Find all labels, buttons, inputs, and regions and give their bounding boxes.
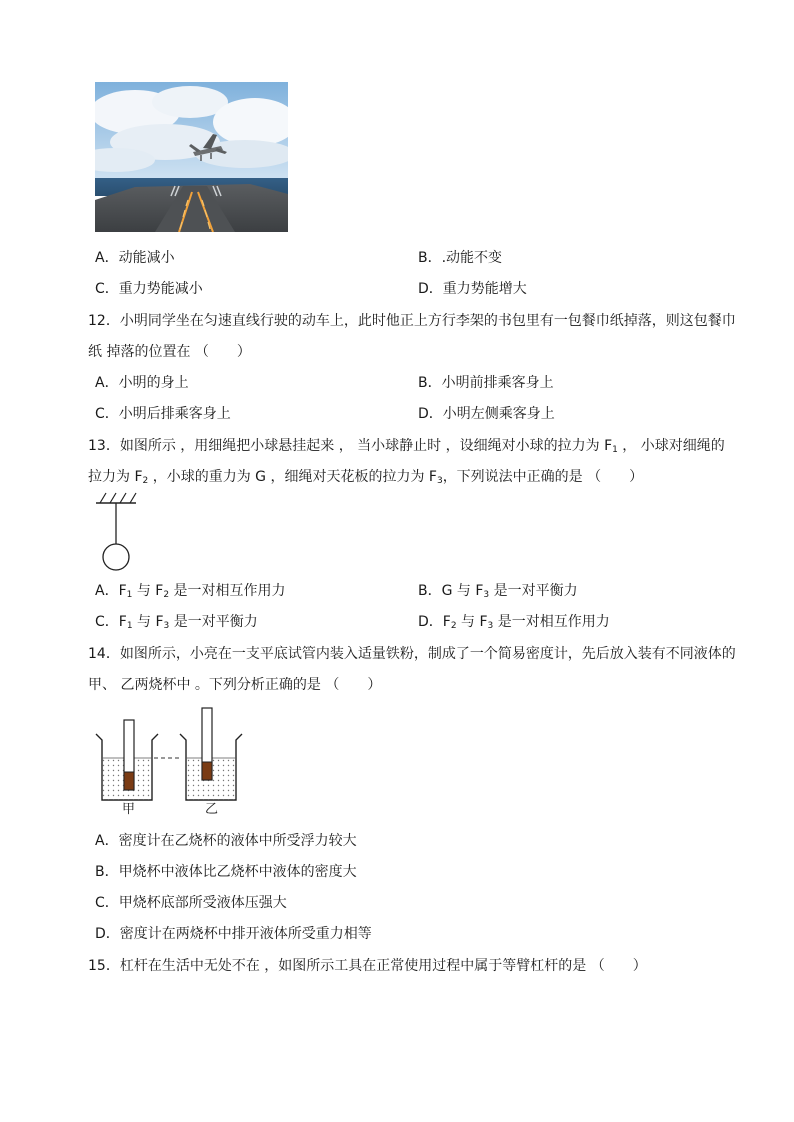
q13-option-b[interactable]: B．G 与 $F_3$ 是一对平衡力 xyxy=(418,583,578,600)
q14-option-b[interactable]: B．甲烧杯中液体比乙烧杯中液体的密度大 xyxy=(95,864,357,880)
q12-option-b[interactable]: B．小明前排乘客身上 xyxy=(418,375,554,391)
beaker-label-yi: 乙 xyxy=(205,802,219,817)
q14-stem-line1: 14．如图所示，小亮在一支平底试管内装入适量铁粉，制成了一个简易密度计，先后放入装有不同液体的 xyxy=(88,646,736,662)
q11-option-b[interactable]: B．.动能不变 xyxy=(418,250,503,266)
beakers-density-meter-figure xyxy=(92,704,252,822)
q13-stem-line2: 拉力为 $F_2$ ，小球的重力为 G ，细绳对天花板的拉力为 $F_3$，下列说法中正确的是 （ ） xyxy=(88,469,644,486)
q13-option-c[interactable]: C．$F_1$ 与 $F_3$ 是一对平衡力 xyxy=(95,614,258,631)
q13-option-d[interactable]: D．$F_2$ 与 $F_3$ 是一对相互作用力 xyxy=(418,614,610,631)
q11-option-c[interactable]: C．重力势能减小 xyxy=(95,281,203,297)
q13-stem-line1: 13．如图所示 ，用细绳把小球悬挂起来 ， 当小球静止时 ，设细绳对小球的拉力为 $F_1$ ， 小球对细绳的 xyxy=(88,438,725,455)
q14-option-d[interactable]: D．密度计在两烧杯中排开液体所受重力相等 xyxy=(95,926,372,942)
q11-option-d[interactable]: D．重力势能增大 xyxy=(418,281,527,297)
q12-stem-line1: 12．小明同学坐在匀速直线行驶的动车上，此时他正上方行李架的书包里有一包餐巾纸掉落，则这包餐巾 xyxy=(88,313,736,329)
beaker-label-jia: 甲 xyxy=(122,802,136,817)
carrier-jet-takeoff-photo xyxy=(95,82,288,232)
hanging-ball-figure xyxy=(92,490,142,575)
q14-option-a[interactable]: A．密度计在乙烧杯的液体中所受浮力较大 xyxy=(95,833,357,849)
q12-option-c[interactable]: C．小明后排乘客身上 xyxy=(95,406,231,422)
q13-option-a[interactable]: A．$F_1$ 与 $F_2$ 是一对相互作用力 xyxy=(95,583,286,600)
q11-option-a[interactable]: A．动能减小 xyxy=(95,250,175,266)
q14-stem-line2: 甲、 乙两烧杯中 。下列分析正确的是 （ ） xyxy=(88,677,382,693)
q12-option-d[interactable]: D．小明左侧乘客身上 xyxy=(418,406,555,422)
q12-stem-line2: 纸 掉落的位置在 （ ） xyxy=(88,344,251,360)
q15-stem-line1: 15．杠杆在生活中无处不在 ，如图所示工具在正常使用过程中属于等臂杠杆的是 （ ） xyxy=(88,958,647,974)
q12-option-a[interactable]: A．小明的身上 xyxy=(95,375,189,391)
q14-option-c[interactable]: C．甲烧杯底部所受液体压强大 xyxy=(95,895,287,911)
